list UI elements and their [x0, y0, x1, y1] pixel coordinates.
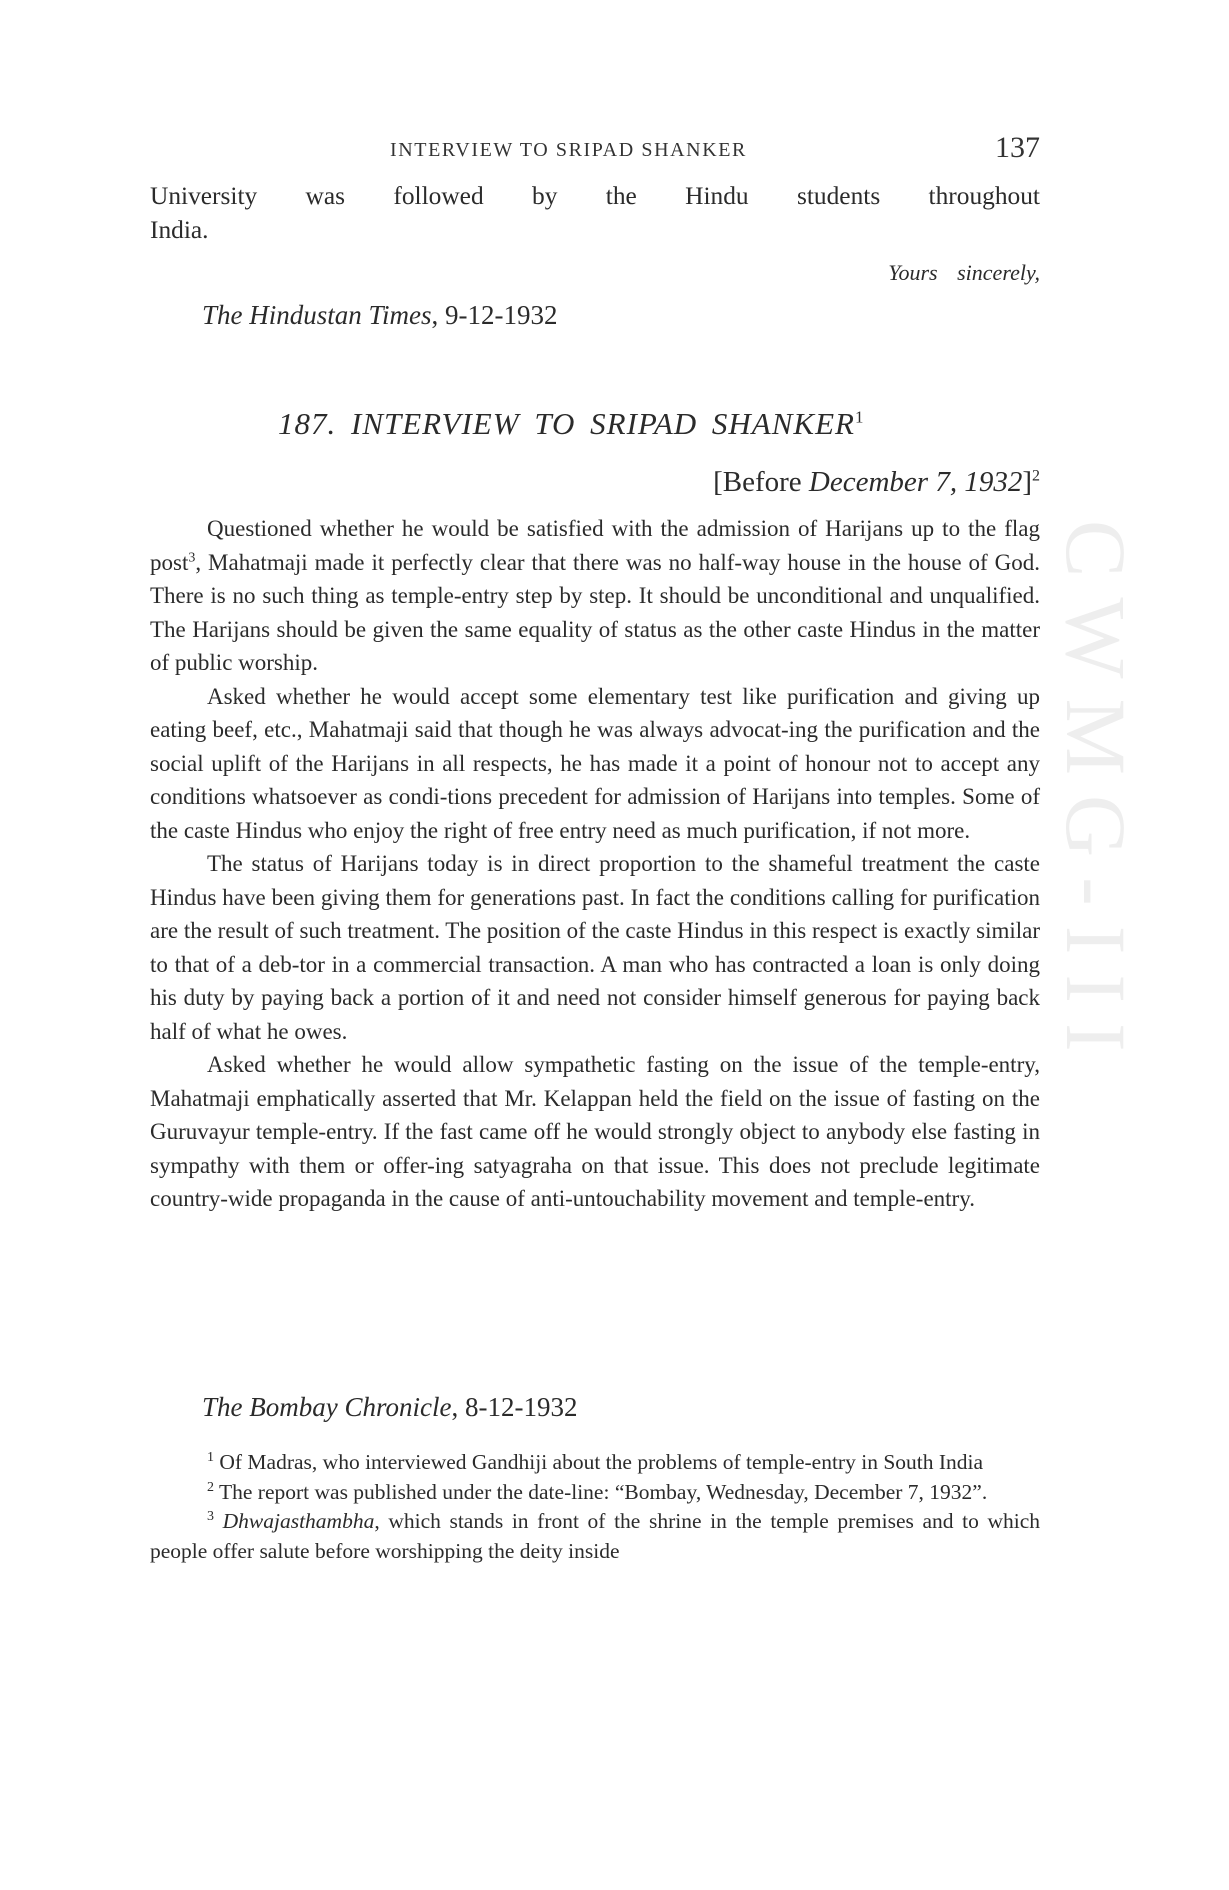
document-page [150, 0, 1040, 1890]
dateline-open: [Before [713, 466, 809, 498]
footnote-2-number: 2 [207, 1479, 214, 1495]
dateline-footnote-ref: 2 [1032, 467, 1040, 485]
article-body [150, 512, 1040, 1216]
source-citation-2 [202, 1392, 577, 1423]
source-publication: The Hindustan Times [202, 300, 432, 330]
source-date: , 9-12-1932 [431, 300, 558, 330]
footnote-3-number: 3 [207, 1508, 214, 1524]
running-head [150, 131, 1040, 169]
dateline-date: December 7, 1932 [808, 466, 1023, 498]
dateline [713, 466, 1040, 499]
footnotes [150, 1448, 1040, 1566]
footnote-2-text: The report was published under the date-line: “Bombay, Wednesday, December 7, 1932”. [214, 1479, 988, 1504]
continuation-line-2: India. [150, 215, 209, 244]
watermark-text: CWMG-III [1048, 520, 1144, 1072]
footnote-1-text: Of Madras, who interviewed Gandhiji about the problems of temple-entry in South India [214, 1450, 984, 1474]
paragraph-1-text-b: , Mahatmaji made it perfectly clear that there was no half-way house in the house of God. There is no such thing as temple-entry step by step. It should be unconditional and unqualified. The Harijans should be given the same equality of status as the other caste Hindus in the matter of public worship. [150, 549, 1040, 675]
continuation-line-1: University was followed by the Hindu students throughout [150, 182, 1040, 210]
dateline-close: ] [1022, 466, 1032, 498]
paragraph-3: The status of Harijans today is in direct proportion to the shameful treatment the caste Hindus have been giving them for generations past. In fact the conditions calling for purification are the result of such treatment. The position of the caste Hindus in this respect is exactly similar to that of a deb-tor in a commercial transaction. A man who has contracted a loan is only doing his duty by paying back a portion of it and need not consider himself generous for paying back half of what he owes. [150, 851, 1040, 1044]
paragraph-1-footnote-ref: 3 [188, 549, 196, 565]
footnote-3 [150, 1507, 1040, 1566]
source-date: , 8-12-1932 [451, 1392, 578, 1422]
source-citation-1 [202, 300, 558, 331]
paragraph-1 [150, 512, 1040, 680]
page-number: 137 [995, 131, 1040, 164]
continuation-text [150, 180, 1040, 247]
section-heading [278, 406, 864, 442]
footnote-1-number: 1 [207, 1449, 214, 1465]
heading-title: INTERVIEW TO SRIPAD SHANKER [351, 406, 855, 441]
source-publication: The Bombay Chronicle [202, 1392, 452, 1422]
paragraph-1-text-a: Questioned whether he would be satisfied with the admission of Harijans up to the flag post [150, 516, 1040, 575]
paragraph-4: Asked whether he would allow sympathetic fasting on the issue of the temple-entry, Mahatmaji emphatically asserted that Mr. Kelappan held the field on the issue of fasting on the Guruvayur temple-entry. If the fast came off he would strongly object to anybody else fasting in sympathy with them or offer-ing satyagraha on that issue. This does not preclude legitimate country-wide propaganda in the cause of anti-untouchability movement and temple-entry. [150, 1052, 1040, 1211]
letter-closing: Yours sincerely, [888, 260, 1040, 285]
heading-number: 187. [278, 406, 337, 441]
running-title: INTERVIEW TO SRIPAD SHANKER [390, 139, 747, 161]
watermark [1048, 520, 1146, 1380]
footnote-1 [150, 1448, 1040, 1478]
footnote-3-term: Dhwajasthambha [214, 1509, 375, 1533]
heading-footnote-ref: 1 [854, 407, 865, 427]
paragraph-2: Asked whether he would accept some elementary test like purification and giving up eating beef, etc., Mahatmaji said that though he was always advocat-ing the purification and the social uplift of the Harijans in all respects, he has made it a point of honour not to accept any conditions whatsoever as condi-tions precedent for admission of Harijans into temples. Some of the caste Hindus who enjoy the right of free entry need as much purification, if not more. [150, 683, 1040, 843]
footnote-2 [150, 1478, 1040, 1508]
footnote-3-text: , which stands in front of the shrine in the temple premises and to which people offer salute before worshipping the deity inside [150, 1509, 1040, 1563]
